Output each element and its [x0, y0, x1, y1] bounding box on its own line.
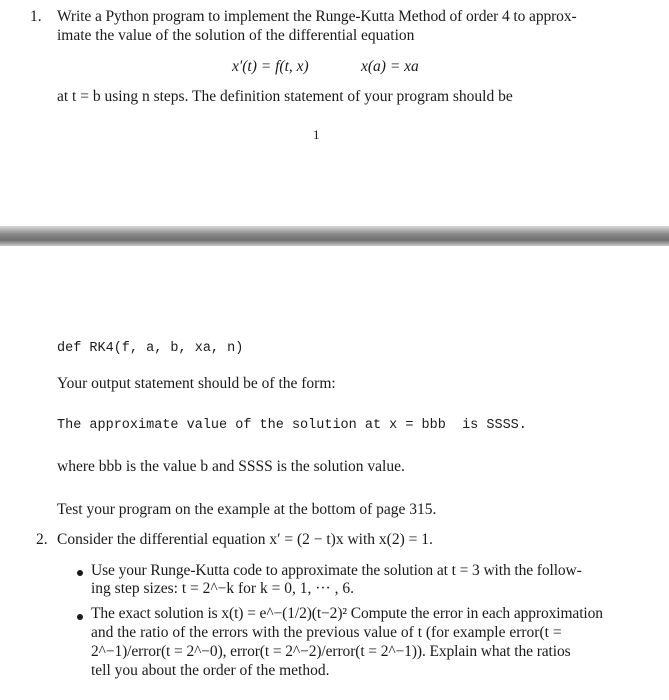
problem-1-line-1: Write a Python program to implement the Runge-Kutta Method of order 4 to approx- [57, 8, 577, 25]
problem-1-line-3: at t = b using n steps. The definition statement of your program should be [57, 88, 513, 105]
equation-left: x′(t) = f(t, x) [232, 58, 309, 75]
bullet-1-line-2: ing step sizes: t = 2^−k for k = 0, 1, ··· , 6. [91, 580, 354, 597]
problem-2-intro: Consider the differential equation x′ = (2 − t)x with x(2) = 1. [57, 531, 433, 548]
bullet-2-line-2: and the ratio of the errors with the previous value of t (for example error(t = [91, 624, 562, 641]
problem-1-line-2: imate the value of the solution of the differential equation [57, 27, 415, 44]
where-line: where bbb is the value b and SSSS is the solution value. [57, 458, 405, 475]
test-line: Test your program on the example at the bottom of page 315. [57, 501, 437, 518]
problem-2-number: 2. [36, 531, 48, 548]
output-intro: Your output statement should be of the form: [57, 375, 336, 392]
page-number: 1 [313, 127, 320, 142]
bullet-2-marker [77, 614, 83, 620]
bullet-1-marker [77, 570, 83, 576]
equation-right: x(a) = xa [361, 58, 419, 75]
bullet-2-line-3: 2^−1)/error(t = 2^−0), error(t = 2^−2)/error(t = 2^−1)). Explain what the ratios [91, 643, 571, 660]
bullet-2-line-1: The exact solution is x(t) = e^−(1/2)(t−2)² Compute the error in each approximation [91, 605, 603, 622]
page-divider [0, 226, 669, 246]
bullet-2-line-4: tell you about the order of the method. [91, 662, 330, 679]
def-statement: def RK4(f, a, b, xa, n) [57, 341, 244, 356]
problem-1-number: 1. [30, 8, 42, 25]
output-statement: The approximate value of the solution at x = bbb is SSSS. [57, 418, 527, 433]
bullet-1-line-1: Use your Runge-Kutta code to approximate the solution at t = 3 with the follow- [91, 562, 582, 579]
